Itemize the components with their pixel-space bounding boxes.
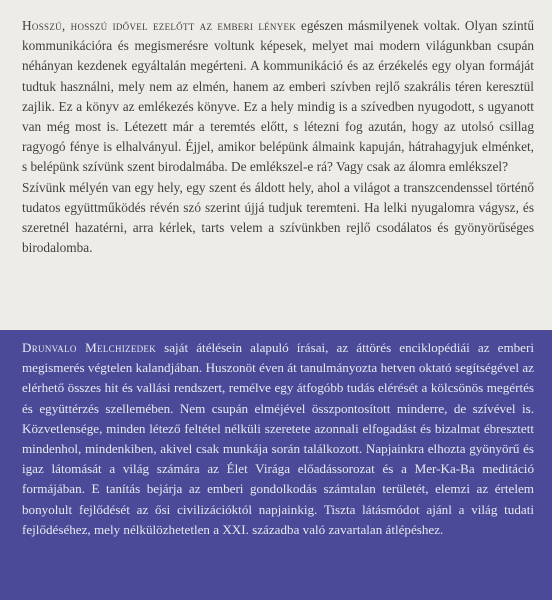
book-blurb (22, 16, 534, 258)
blurb-lead-smallcaps: Hosszú, hosszú idővel ezelőtt az emberi lények (22, 18, 297, 33)
blurb-paragraph-2: Szívünk mélyén van egy hely, egy szent és áldott hely, ahol a világot a transzcendenssel történő tudatos együttműködés révén szó szerint újjá tudjuk teremteni. Ha lelki nyugalomra vágysz, és szeretnél hazatérni, arra kérlek, tarts velem a szívünkben rejlő csodálatos és gyönyörűséges birodalomba. (22, 179, 534, 256)
author-bio (22, 338, 534, 540)
author-bio-text: saját átélésein alapuló írásai, az áttörés enciklopédiái az emberi megismerés végtelen kalandjában. Huszonöt éven át tanulmányozta hetven oktató segítségével az elérhető összes hit és vallási rendszert, remélve egy átfogóbb tudás elérését a kölcsönös megértés és együttérzés szellemében. Nem csupán elméjével összpontosított minderre, de szívével is. Közvetlensége, minden létező feltétel nélküli szeretete azonnali elfogadást és bizalmat ébresztett mindenhol, mindenkiben, akivel csak munkája során találkozott. Napjainkra elhozta gyönyörű és igaz látomását a világ számára az Élet Virága előadássorozat és a Mer-Ka-Ba meditáció formájában. E tanítás bejárja az emberi gondolkodás számtalan területét, elemzi az értelem bonyolult fejlődését az ősi civilizációktól napjainkig. Tiszta látásmódot ajánl a világ tudati fejlődéséhez, mely nélkülözhetetlen a XXI. századba való zavartalan átlépéshez. (22, 340, 534, 537)
blurb-paragraph-1 (22, 16, 534, 178)
author-name: Drunvalo Melchizedek (22, 340, 157, 355)
author-bio-paragraph (22, 338, 534, 540)
blurb-paragraph-1-text: egészen másmilyenek voltak. Olyan szintű kommunikációra és megismerésre voltunk képesek, melyet mai modern világunkban csupán néhányan kezdenek egyáltalán megérteni. A kommunikáció és az érzékelés egy olyan formáját tudtuk használni, mely nem az elmén, hanem az emberi szívben rejlő szakrális téren keresztül zajlik. Ez a könyv az emlékezés könyve. Ez a hely mindig is a szívedben nyugodott, s ugyanott van még most is. Létezett már a teremtés előtt, s létezni fog azután, hogy az utolsó csillag ragyogó fénye is elhalványul. Éjjel, amikor belépünk álmaink kapuján, hátrahagyjuk elménket, s belépünk szívünk szent birodalmába. De emlékszel-e rá? Vagy csak az álomra emlékszel? (22, 18, 534, 175)
